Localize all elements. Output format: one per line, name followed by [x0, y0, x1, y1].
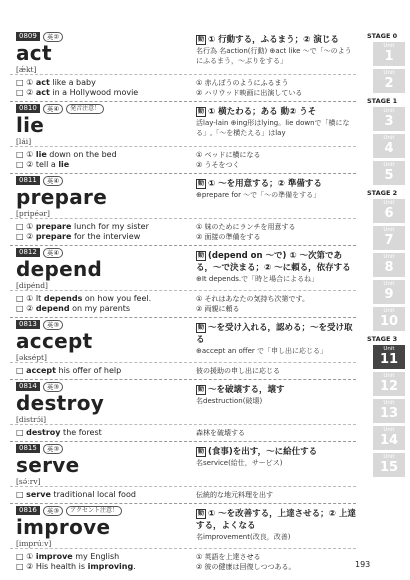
level-badge: 英③	[43, 444, 63, 454]
unit-label: Unit	[383, 162, 395, 168]
usage-note: ⊕accept an offer で「申し出に応じる」	[196, 347, 328, 355]
pronunciation: [sə́ːrv]	[16, 477, 41, 486]
part-of-speech-mark: 動	[197, 386, 204, 393]
word-entry	[10, 503, 356, 575]
meaning: 動 ① 行動する，ふるまう；② 演じる	[197, 35, 339, 45]
unit-number: 10	[379, 314, 399, 329]
entry-left	[10, 318, 188, 362]
level-badge: 英④	[43, 248, 63, 258]
word-entry	[10, 101, 356, 173]
entry-list	[10, 30, 356, 575]
example-sentence: □ accept his offer of help	[16, 366, 122, 375]
example-translation: 森林を破壊する	[196, 429, 245, 437]
examples-ja	[188, 147, 356, 173]
part-of-speech-mark: 動	[197, 252, 204, 259]
examples-row	[10, 290, 356, 317]
examples-ja	[188, 75, 356, 101]
unit-label: Unit	[383, 346, 395, 352]
example-translation: ① 赤んぼうのようにふるまう	[196, 79, 289, 87]
unit-tab-12[interactable]	[373, 372, 405, 396]
unit-number: 15	[379, 460, 399, 475]
unit-number: 5	[384, 168, 394, 183]
headword: depend	[16, 257, 103, 281]
entry-left	[10, 102, 188, 146]
unit-tab-10[interactable]	[373, 307, 405, 331]
part-of-speech-mark: 動	[197, 324, 204, 331]
entry-number: 0809	[16, 32, 40, 41]
entry-badges	[16, 176, 188, 185]
usage-note: 名行為 名action(行動) ⊕act like ～で「～のようにふるまう，～ぶりをする」	[196, 47, 352, 65]
headword: accept	[16, 329, 93, 353]
example-translation: ② 両親に頼る	[196, 305, 240, 313]
stage-label: STAGE 1	[367, 97, 398, 105]
entry-badges	[16, 32, 188, 41]
part-of-speech-mark: 動	[197, 510, 204, 517]
headword: act	[16, 41, 52, 65]
example-sentence: □ ② depend on my parents	[16, 304, 131, 313]
unit-tab-11[interactable]	[373, 345, 405, 369]
stage-label: STAGE 3	[367, 335, 398, 343]
entry-left	[10, 442, 188, 486]
entry-head	[10, 102, 356, 146]
entry-number: 0816	[16, 506, 40, 515]
unit-label: Unit	[383, 108, 395, 114]
entry-head	[10, 318, 356, 362]
pronunciation: [əksépt]	[16, 353, 47, 362]
example-sentence: □ ① lie down on the bed	[16, 150, 117, 159]
entry-right	[188, 504, 356, 548]
examples-ja	[188, 219, 356, 245]
pronunciation: [ǽkt]	[16, 65, 37, 74]
level-badge: 英④	[43, 176, 63, 186]
entry-number: 0813	[16, 320, 40, 329]
example-translation: ① ベッドに横になる	[196, 151, 261, 159]
unit-tab-5[interactable]	[373, 161, 405, 185]
entry-head	[10, 246, 356, 290]
unit-label: Unit	[383, 70, 395, 76]
examples-row	[10, 362, 356, 379]
entry-right	[188, 174, 356, 218]
unit-tab-9[interactable]	[373, 280, 405, 304]
word-entry	[10, 173, 356, 245]
unit-tab-7[interactable]	[373, 226, 405, 250]
entry-left	[10, 504, 188, 548]
unit-number: 9	[384, 287, 394, 302]
word-entry	[10, 379, 356, 441]
examples-en	[10, 75, 188, 101]
unit-label: Unit	[383, 227, 395, 233]
level-badge: 英②	[43, 32, 63, 42]
unit-number: 1	[384, 49, 394, 64]
usage-note: 名destruction(破壊)	[196, 397, 263, 405]
meaning: 動 ～を受け入れる，認める；～を受け取る	[196, 323, 353, 345]
unit-number: 8	[384, 260, 394, 275]
meaning: 動 ① ～を改善する，上達させる；② 上達する，よくなる	[196, 509, 356, 531]
pronunciation: [imprúːv]	[16, 539, 52, 548]
meaning: 動 ～を破壊する，壊す	[197, 385, 285, 395]
usage-note: ⊕prepare for ～で「～の準備をする」	[196, 191, 321, 199]
examples-row	[10, 548, 356, 575]
level-badge: 英③	[43, 382, 63, 392]
unit-tab-6[interactable]	[373, 199, 405, 223]
example-sentence: □ ① act like a baby	[16, 78, 96, 87]
example-translation: 彼の援助の申し出に応じる	[196, 367, 280, 375]
level-badge: 英③	[43, 320, 63, 330]
unit-number: 11	[379, 352, 399, 367]
word-entry	[10, 317, 356, 379]
example-translation: ② 彼の健康は回復しつつある。	[196, 563, 296, 571]
unit-number: 7	[384, 233, 394, 248]
examples-row	[10, 424, 356, 441]
pronunciation: [pripéər]	[16, 209, 50, 218]
usage-note: 活lay-lain ⊕ing形はlying。lie downで「横になる」,「～を横たえる」はlay	[196, 119, 350, 137]
entry-left	[10, 174, 188, 218]
unit-number: 13	[379, 406, 399, 421]
example-translation: ① それはあなたの気持ち次第です。	[196, 295, 309, 303]
entry-number: 0814	[16, 382, 40, 391]
pronunciation: [dipénd]	[16, 281, 48, 290]
entry-badges	[16, 506, 188, 515]
example-translation: 伝統的な地元料理を出す	[196, 491, 273, 499]
entry-number: 0810	[16, 104, 40, 113]
unit-number: 3	[384, 114, 394, 129]
examples-en	[10, 291, 188, 317]
entry-badges	[16, 444, 188, 453]
example-sentence: □ destroy the forest	[16, 428, 102, 437]
examples-ja	[188, 487, 356, 503]
examples-en	[10, 219, 188, 245]
headword: lie	[16, 113, 45, 137]
examples-ja	[188, 363, 356, 379]
level-badge: 英④	[43, 104, 63, 114]
entry-badges	[16, 382, 188, 391]
meaning: 動 (depend on ～で) ① ～次第である，～で決まる；② ～に頼る，依存する	[196, 251, 351, 273]
entry-number: 0811	[16, 176, 40, 185]
unit-tab-8[interactable]	[373, 253, 405, 277]
meaning: 動 ① ～を用意する；② 準備する	[197, 179, 322, 189]
word-entry	[10, 441, 356, 503]
unit-label: Unit	[383, 400, 395, 406]
example-translation: ② 面接の準備をする	[196, 233, 261, 241]
unit-tab-15[interactable]	[373, 453, 405, 477]
unit-navigation-rail	[363, 28, 410, 480]
example-translation: ② ハリウッド映画に出演している	[196, 89, 303, 97]
stage-label: STAGE 0	[367, 32, 398, 40]
unit-number: 4	[384, 141, 394, 156]
examples-row	[10, 74, 356, 101]
entry-right	[188, 318, 356, 362]
usage-note: ⊕It depends.で「時と場合によるね」	[196, 275, 319, 283]
unit-label: Unit	[383, 427, 395, 433]
unit-label: Unit	[383, 308, 395, 314]
example-sentence: □ ② tell a lie	[16, 160, 70, 169]
headword: serve	[16, 453, 80, 477]
pronunciation: [lái]	[16, 137, 32, 146]
unit-tab-13[interactable]	[373, 399, 405, 423]
entry-head	[10, 174, 356, 218]
pronunciation: [distrɔ́i]	[16, 415, 47, 424]
example-sentence: □ ① improve my English	[16, 552, 120, 561]
example-translation: ② うそをつく	[196, 161, 240, 169]
examples-row	[10, 146, 356, 173]
examples-en	[10, 147, 188, 173]
word-entry	[10, 30, 356, 101]
examples-row	[10, 486, 356, 503]
examples-ja	[188, 291, 356, 317]
examples-en	[10, 363, 188, 379]
entry-badges	[16, 104, 188, 113]
unit-tab-4[interactable]	[373, 134, 405, 158]
example-translation: ① 妹のためにランチを用意する	[196, 223, 296, 231]
headword: prepare	[16, 185, 108, 209]
example-sentence: □ ② act in a Hollywood movie	[16, 88, 139, 97]
entry-number: 0815	[16, 444, 40, 453]
entry-left	[10, 30, 188, 74]
unit-number: 2	[384, 76, 394, 91]
unit-number: 12	[379, 379, 399, 394]
example-translation: ① 英語を上達させる	[196, 553, 261, 561]
entry-head	[10, 442, 356, 486]
unit-label: Unit	[383, 373, 395, 379]
meaning: 動 ① 横たわる；ある 動② うそ	[197, 107, 317, 117]
page-number: 193	[355, 560, 371, 569]
usage-note: 名service(給仕，サービス)	[196, 459, 283, 467]
word-entry	[10, 245, 356, 317]
examples-ja	[188, 425, 356, 441]
entry-right	[188, 246, 356, 290]
note-badge: アクセント注意！	[66, 506, 122, 516]
level-badge: 英③	[43, 506, 63, 516]
meaning: 動 (食事)を出す，～に給仕する	[197, 447, 318, 457]
unit-tab-1[interactable]	[373, 42, 405, 66]
headword: improve	[16, 515, 111, 539]
entry-right	[188, 30, 356, 74]
entry-head	[10, 380, 356, 424]
entry-right	[188, 102, 356, 146]
unit-label: Unit	[383, 200, 395, 206]
part-of-speech-mark: 動	[197, 448, 204, 455]
entry-head	[10, 30, 356, 74]
unit-number: 6	[384, 206, 394, 221]
unit-tab-3[interactable]	[373, 107, 405, 131]
unit-number: 14	[379, 433, 399, 448]
usage-note: 名improvement(改良，改善)	[196, 533, 291, 541]
unit-label: Unit	[383, 281, 395, 287]
part-of-speech-mark: 動	[197, 108, 204, 115]
entry-badges	[16, 320, 188, 329]
entry-head	[10, 504, 356, 548]
unit-label: Unit	[383, 135, 395, 141]
note-badge: 発音注意！	[66, 104, 104, 114]
unit-tab-2[interactable]	[373, 69, 405, 93]
examples-row	[10, 218, 356, 245]
unit-label: Unit	[383, 454, 395, 460]
examples-en	[10, 549, 188, 575]
unit-tab-14[interactable]	[373, 426, 405, 450]
part-of-speech-mark: 動	[197, 180, 204, 187]
example-sentence: □ serve traditional local food	[16, 490, 136, 499]
example-sentence: □ ① It depends on how you feel.	[16, 294, 152, 303]
entry-left	[10, 246, 188, 290]
part-of-speech-mark: 動	[197, 36, 204, 43]
headword: destroy	[16, 391, 105, 415]
unit-label: Unit	[383, 254, 395, 260]
entry-right	[188, 442, 356, 486]
examples-en	[10, 425, 188, 441]
examples-en	[10, 487, 188, 503]
entry-badges	[16, 248, 188, 257]
entry-right	[188, 380, 356, 424]
example-sentence: □ ① prepare lunch for my sister	[16, 222, 149, 231]
examples-ja	[188, 549, 356, 575]
unit-label: Unit	[383, 43, 395, 49]
example-sentence: □ ② His health is improving.	[16, 562, 136, 571]
entry-number: 0812	[16, 248, 40, 257]
entry-left	[10, 380, 188, 424]
example-sentence: □ ② prepare for the interview	[16, 232, 141, 241]
stage-label: STAGE 2	[367, 189, 398, 197]
